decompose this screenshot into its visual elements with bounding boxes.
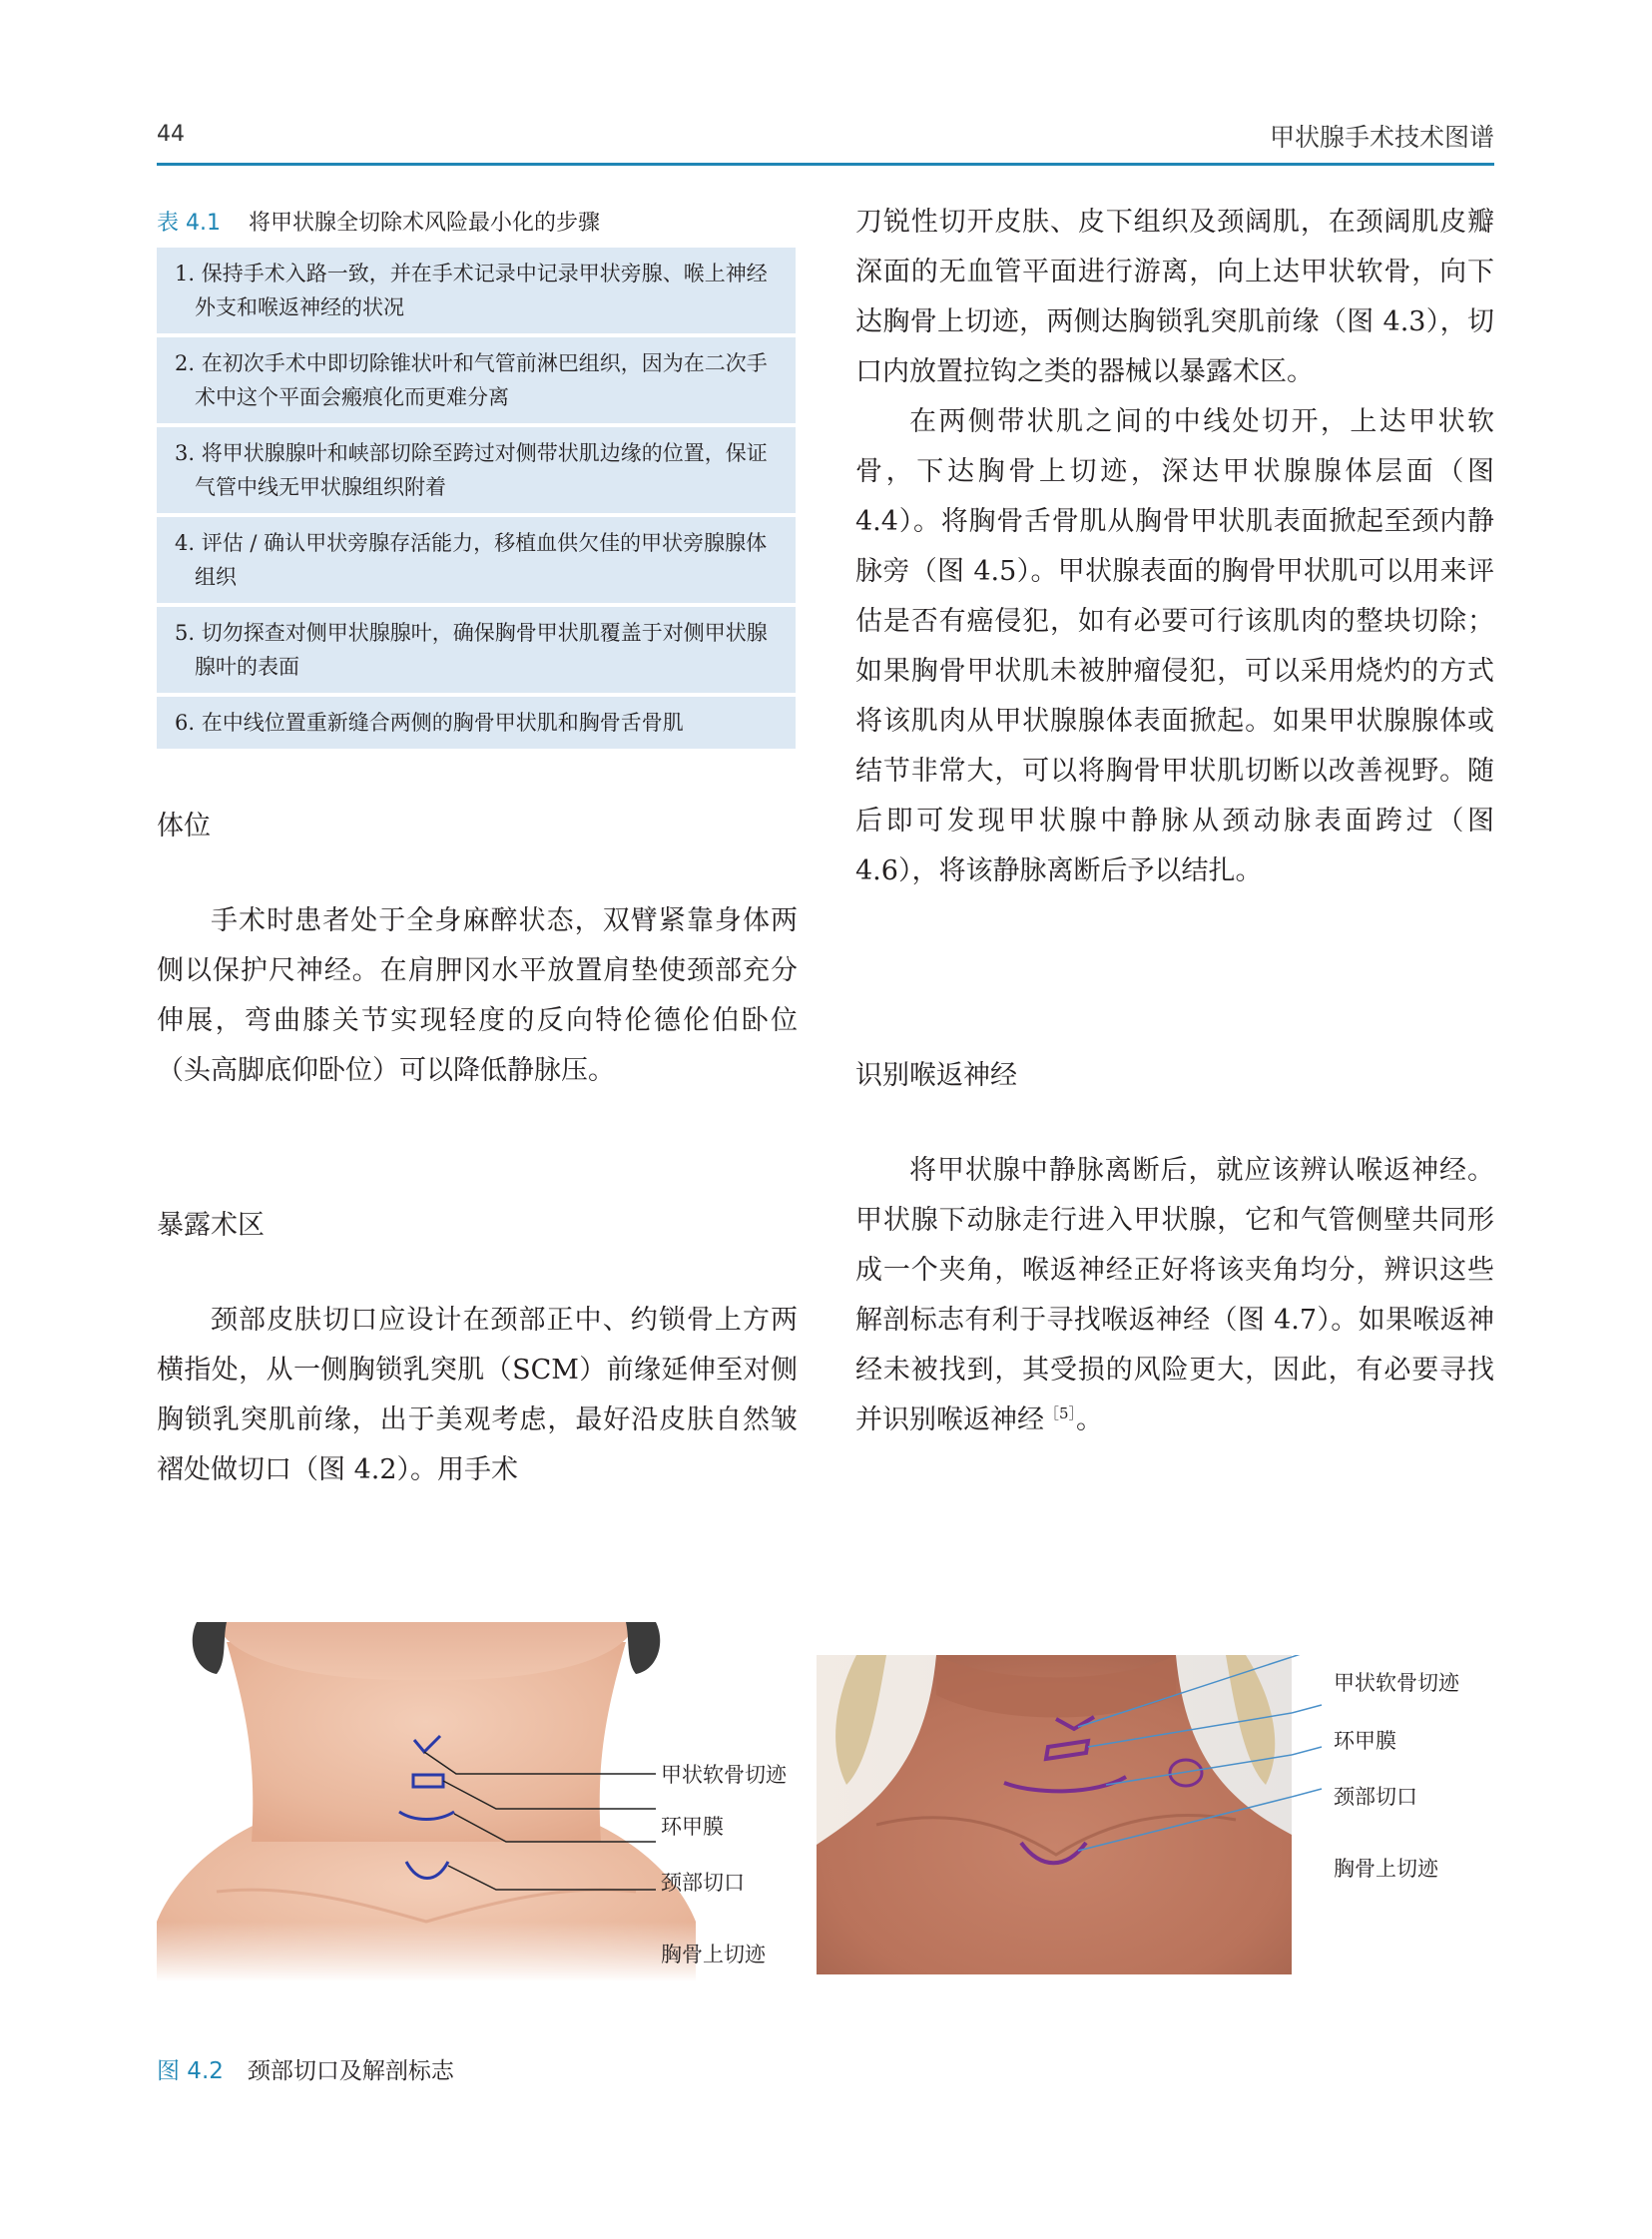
paragraph-end: 。 <box>1076 1404 1104 1435</box>
figure-caption-title: 颈部切口及解剖标志 <box>247 2058 454 2084</box>
right-label-sternal-notch: 胸骨上切迹 <box>1334 1857 1438 1881</box>
paragraph-rln <box>855 1146 1494 1445</box>
paragraph: 在两侧带状肌之间的中线处切开，上达甲状软骨，下达胸骨上切迹，深达甲状腺腺体层面（图 4.4）。将胸骨舌骨肌从胸骨甲状肌表面掀起至颈内静脉旁（图 4.5）。甲状腺表面的胸骨甲状肌可以用来评估是否有癌侵犯，如有必要可行该肌肉的整块切除；如果胸骨甲状肌未被肿瘤侵犯，可以采用烧灼的方式将该肌肉从甲状腺腺体表面掀起。如果甲状腺腺体或结节非常大，可以将胸骨甲状肌切断以改善视野。随后即可发现甲状腺中静脉从颈动脉表面跨过（图 4.6），将该静脉离断后予以结扎。 <box>855 406 1494 886</box>
page-number: 44 <box>157 122 185 147</box>
table-row: 3. 将甲状腺腺叶和峡部切除至跨过对侧带状肌边缘的位置，保证气管中线无甲状腺组织附着 <box>157 427 796 513</box>
right-column-text <box>855 198 1494 896</box>
left-label-cricothyroid: 环甲膜 <box>661 1815 724 1839</box>
neck-photo <box>817 1655 1292 1974</box>
table-row: 4. 评估 / 确认甲状旁腺存活能力，移植血供欠佳的甲状旁腺腺体组织 <box>157 517 796 603</box>
table-caption <box>157 206 600 237</box>
left-label-thyroid-notch: 甲状软骨切迹 <box>661 1763 787 1787</box>
right-label-thyroid-notch: 甲状软骨切迹 <box>1334 1671 1459 1695</box>
paragraph <box>855 1146 1494 1445</box>
left-label-neck-incision: 颈部切口 <box>661 1871 745 1895</box>
paragraph-continued: 刀锐性切开皮肤、皮下组织及颈阔肌，在颈阔肌皮瓣深面的无血管平面进行游离，向上达甲状软骨，向下达胸骨上切迹，两侧达胸锁乳突肌前缘（图 4.3），切口内放置拉钩之类的器械以暴露术区。 <box>855 207 1494 387</box>
table-caption-number: 表 4.1 <box>157 211 221 236</box>
figure-caption <box>157 2052 454 2085</box>
left-label-sternal-notch: 胸骨上切迹 <box>661 1943 766 1966</box>
paragraph-position <box>157 896 798 1096</box>
table-row: 1. 保持手术入路一致，并在手术记录中记录甲状旁腺、喉上神经外支和喉返神经的状况 <box>157 248 796 333</box>
photo-leader-extensions <box>1292 1655 1332 1855</box>
table-row: 6. 在中线位置重新缝合两侧的胸骨甲状肌和胸骨舌骨肌 <box>157 697 796 749</box>
neck-illustration <box>157 1622 696 1981</box>
running-title: 甲状腺手术技术图谱 <box>1269 123 1494 152</box>
section-heading-position: 体位 <box>157 811 211 841</box>
header-rule <box>157 163 1494 166</box>
table-row: 5. 切勿探查对侧甲状腺腺叶，确保胸骨甲状肌覆盖于对侧甲状腺腺叶的表面 <box>157 607 796 693</box>
steps-table <box>157 248 796 753</box>
right-label-cricothyroid: 环甲膜 <box>1334 1729 1396 1753</box>
table-row: 2. 在初次手术中即切除锥状叶和气管前淋巴组织，因为在二次手术中这个平面会瘢痕化而更难分离 <box>157 337 796 423</box>
paragraph: 颈部皮肤切口应设计在颈部正中、约锁骨上方两横指处，从一侧胸锁乳突肌（SCM）前缘延伸至对侧胸锁乳突肌前缘，出于美观考虑，最好沿皮肤自然皱褶处做切口（图 4.2）。用手术 <box>157 1305 798 1485</box>
figure-caption-number: 图 4.2 <box>157 2058 224 2084</box>
citation-ref: ［5］ <box>1044 1404 1077 1422</box>
paragraph-body: 将甲状腺中静脉离断后，就应该辨认喉返神经。甲状腺下动脉走行进入甲状腺，它和气管侧壁共同形成一个夹角，喉返神经正好将该夹角均分，辨识这些解剖标志有利于寻找喉返神经（图 4.7）。如果喉返神经未被找到，其受损的风险更大，因此，有必要寻找并识别喉返神经 <box>855 1155 1494 1435</box>
section-heading-rln: 识别喉返神经 <box>855 1060 1017 1091</box>
table-caption-title: 将甲状腺全切除术风险最小化的步骤 <box>248 211 600 236</box>
paragraph: 手术时患者处于全身麻醉状态，双臂紧靠身体两侧以保护尺神经。在肩胛冈水平放置肩垫使颈部充分伸展，弯曲膝关节实现轻度的反向特伦德伦伯卧位（头高脚底仰卧位）可以降低静脉压。 <box>157 905 798 1086</box>
section-heading-exposure: 暴露术区 <box>157 1210 265 1241</box>
right-label-neck-incision: 颈部切口 <box>1334 1785 1417 1809</box>
paragraph-exposure <box>157 1296 798 1495</box>
